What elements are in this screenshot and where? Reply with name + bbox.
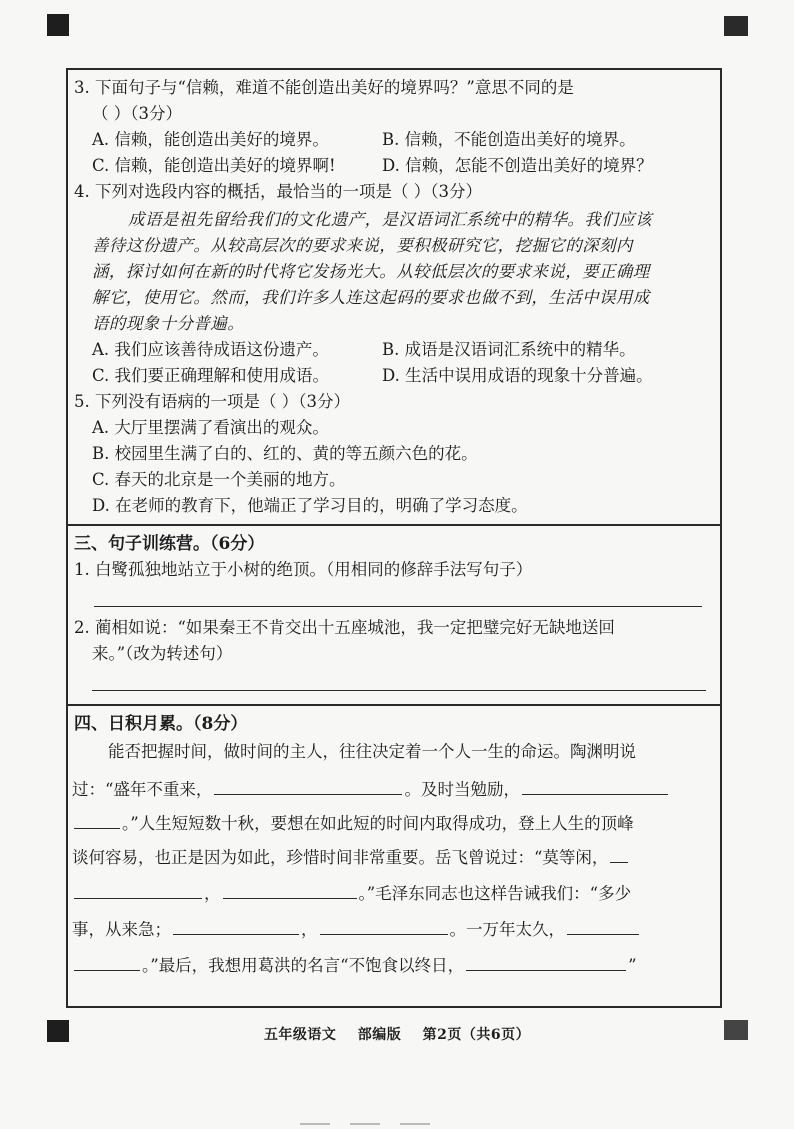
sec4-line-6-text-a: 事，从来急；: [72, 920, 171, 939]
q4-passage-line-4: 解它，使用它。然而，我们许多人连这起码的要求也做不到，生活中误用成: [92, 288, 650, 307]
sec4-line-5-text-a: ，: [204, 884, 221, 903]
sec4-line-6-text-b: ，: [301, 920, 318, 939]
section-divider-4: [68, 704, 720, 706]
q4-option-a: A. 我们应该善待成语这份遗产。: [92, 340, 329, 359]
sec3-q1-answer-line[interactable]: [94, 606, 702, 607]
fill-blank-1[interactable]: [214, 778, 402, 795]
sec3-question-2-line-2: 来。”（改为转述句）: [92, 644, 233, 663]
section-4-title: 四、日积月累。（8分）: [74, 714, 248, 734]
q4-option-d: D. 生活中误用成语的现象十分普遍。: [382, 366, 653, 385]
fill-blank-5[interactable]: [173, 918, 299, 935]
sec3-q2-answer-line[interactable]: [92, 690, 706, 691]
q4-option-c: C. 我们要正确理解和使用成语。: [92, 366, 330, 385]
sec4-line-3: [72, 812, 634, 834]
sec4-line-2-text-b: 。及时当勉励，: [404, 780, 520, 799]
fill-blank-7[interactable]: [567, 918, 639, 935]
q3-option-b: B. 信赖，不能创造出美好的境界。: [382, 130, 636, 149]
q4-passage-line-1: 成语是祖先留给我们的文化遗产，是汉语词汇系统中的精华。我们应该: [128, 210, 652, 229]
sec3-question-1: 1. 白鹭孤独地站立于小树的绝顶。（用相同的修辞手法写句子）: [74, 560, 533, 579]
sec4-line-2-text-a: 过：“盛年不重来，: [72, 780, 213, 799]
q4-passage-line-5: 语的现象十分普遍。: [92, 314, 245, 333]
footer-edition: 部编版: [357, 1027, 402, 1043]
q3-option-c: C. 信赖，能创造出美好的境界啊!: [92, 156, 336, 175]
fill-blank-2[interactable]: [522, 778, 668, 795]
sec4-line-2: [72, 778, 670, 800]
scan-edge-marks: [300, 1110, 500, 1116]
q5-option-d: D. 在老师的教育下，他端正了学习目的，明确了学习态度。: [92, 496, 528, 515]
q5-option-a: A. 大厅里摆满了看演出的观众。: [92, 418, 329, 437]
footer-page-number: 第2页（共6页）: [422, 1027, 531, 1043]
sec3-question-2-line-1: 2. 蔺相如说：“如果秦王不肯交出十五座城池，我一定把璧完好无缺地送回: [74, 618, 615, 637]
fill-blank-3-start[interactable]: [610, 846, 628, 863]
exam-frame: [66, 68, 722, 1008]
sec4-line-3-text: 。”人生短短数十秋，要想在如此短的时间内取得成功，登上人生的顶峰: [122, 814, 634, 833]
q3-option-a: A. 信赖，能创造出美好的境界。: [92, 130, 329, 149]
sec4-line-7: [72, 954, 637, 976]
fill-blank-7-cont[interactable]: [74, 954, 140, 971]
fill-blank-8[interactable]: [466, 954, 626, 971]
fill-blank-2-cont[interactable]: [74, 812, 120, 829]
page-footer: [0, 1024, 794, 1044]
q4-option-b: B. 成语是汉语词汇系统中的精华。: [382, 340, 636, 359]
sec4-line-4: [72, 846, 630, 868]
q5-option-b: B. 校园里生满了白的、红的、黄的等五颜六色的花。: [92, 444, 478, 463]
q4-passage-line-2: 善待这份遗产。从较高层次的要求来说，要积极研究它，挖掘它的深刻内: [92, 236, 633, 255]
q3-answer-paren[interactable]: （ ）（3分）: [92, 104, 182, 123]
q3-option-d: D. 信赖，怎能不创造出美好的境界？: [382, 156, 653, 175]
fill-blank-3[interactable]: [74, 882, 202, 899]
sec4-line-7-text-a: 。”最后，我想用葛洪的名言“不饱食以终日，: [142, 956, 465, 975]
section-3-title: 三、句子训练营。（6分）: [74, 534, 265, 554]
sec4-line-7-text-b: ”: [628, 956, 637, 975]
sec4-line-6-text-c: 。一万年太久，: [449, 920, 565, 939]
q5-option-c: C. 春天的北京是一个美丽的地方。: [92, 470, 346, 489]
q3-stem: 3. 下面句子与“信赖，难道不能创造出美好的境界吗？”意思不同的是: [74, 78, 574, 97]
sec4-line-5: [72, 882, 631, 904]
sec4-line-1: 能否把握时间，做时间的主人，往往决定着一个人一生的命运。陶渊明说: [108, 742, 636, 761]
q5-stem: 5. 下列没有语病的一项是（ ）（3分）: [74, 392, 350, 411]
sec4-line-4-text: 谈何容易，也正是因为如此，珍惜时间非常重要。岳飞曾说过：“莫等闲，: [72, 848, 609, 867]
registration-mark-top-left: [47, 14, 69, 36]
q4-passage-line-3: 涵，探讨如何在新的时代将它发扬光大。从较低层次的要求来说，要正确理: [92, 262, 650, 281]
q4-stem: 4. 下列对选段内容的概括，最恰当的一项是（ ）（3分）: [74, 182, 482, 201]
section-divider-3: [68, 524, 720, 526]
sec4-line-5-text-b: 。”毛泽东同志也这样告诫我们：“多少: [358, 884, 632, 903]
footer-grade: 五年级语文: [263, 1027, 337, 1043]
fill-blank-6[interactable]: [320, 918, 448, 935]
fill-blank-4[interactable]: [223, 882, 357, 899]
sec4-line-6: [72, 918, 641, 940]
registration-mark-top-right: [724, 16, 748, 36]
